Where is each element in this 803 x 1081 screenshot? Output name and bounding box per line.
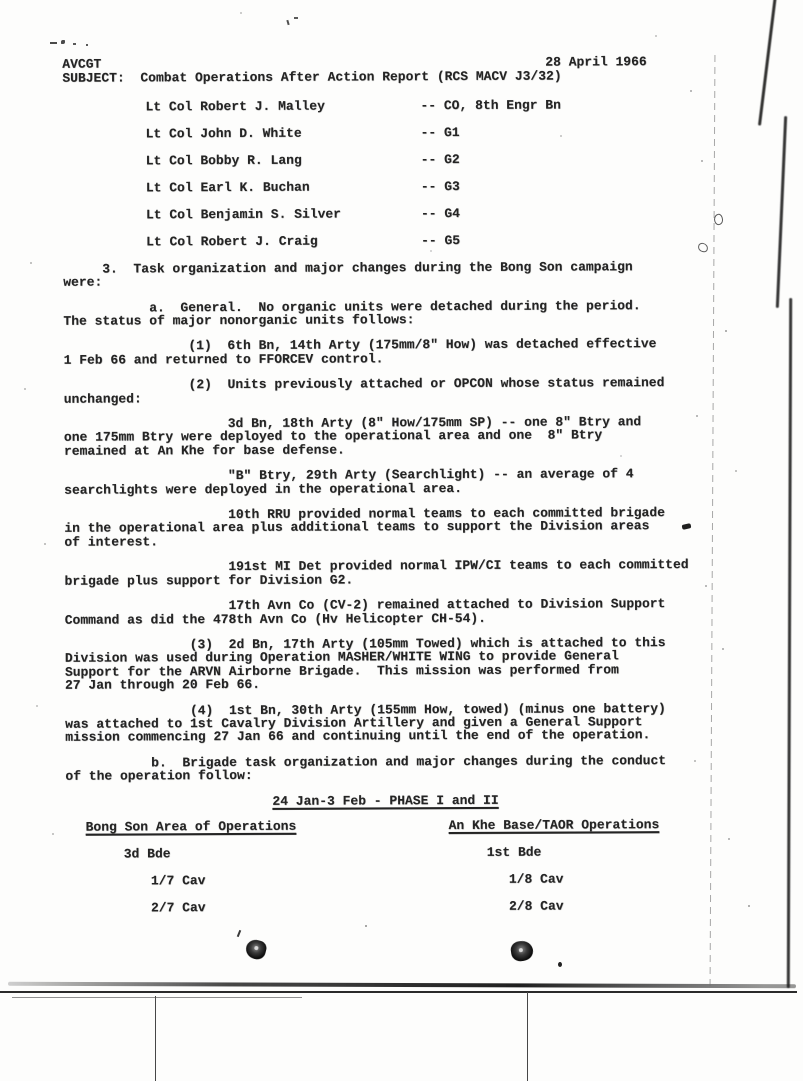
body-paragraphs	[63, 259, 777, 783]
para-3a-1: (1) 6th Bn, 14th Arty (175mm/8" How) was detached effective 1 Feb 66 and returned to FFORCEV control.	[63, 336, 657, 368]
column-header-right-text: An Khe Base/TAOR Operations	[448, 817, 660, 834]
office-symbol: AVCGT	[62, 56, 102, 72]
officer-row	[63, 205, 775, 235]
table-cell: 3d Bde	[123, 846, 171, 862]
para-3a-4: (4) 1st Bn, 30th Arty (155mm How, towed) (minus one battery) was attached to 1st Cavalry Division Artillery and given a General Support mission commencing 27 Jan 66 and continuing until the end of the operation.	[65, 700, 666, 746]
vertical-fold-line-left	[155, 996, 156, 1081]
officer-name: Lt Col Robert J. Craig	[146, 233, 318, 250]
staple-mark-left	[244, 938, 268, 961]
officer-role: -- CO, 8th Engr Bn	[420, 97, 561, 113]
officer-row	[63, 232, 775, 262]
column-header-right	[449, 818, 660, 846]
pencil-scribble	[86, 44, 88, 46]
para-3a-3: (3) 2d Bn, 17th Arty (105mm Towed) which is attached to this Division was used during Operation MASHER/WHITE WING to provide General Support for the ARVN Airborne Brigade. This mission was performed from 27 Jan through 20 Feb 66.	[64, 635, 666, 693]
officer-row	[62, 97, 774, 127]
column-header-left	[86, 818, 778, 848]
para-3a-2-29th-arty: "B" Btry, 29th Arty (Searchlight) -- an average of 4 searchlights were deployed in the operational area.	[64, 466, 634, 498]
officer-role: -- G1	[420, 124, 460, 140]
ink-dot	[558, 962, 562, 967]
table-cell: 2/7 Cav	[150, 900, 206, 916]
table-cell: 1st Bde	[486, 844, 542, 860]
page-edge-dark-line-mid	[776, 116, 787, 308]
para-3a: a. General. No organic units were detached during the period. The status of major nonorganic units follows:	[63, 297, 641, 329]
pencil-scribble	[50, 42, 57, 44]
report-date: 28 April 1966	[545, 54, 647, 70]
brigade-operations-table	[66, 818, 779, 941]
vertical-fold-line-right	[527, 992, 528, 1081]
phase-heading	[65, 793, 705, 809]
table-cell: 1/7 Cav	[150, 873, 206, 889]
officer-row	[63, 151, 775, 181]
para-3: 3. Task organization and major changes during the Bong Son campaign were:	[63, 259, 633, 290]
scan-smear-line-bottom	[8, 982, 796, 988]
para-3a-2-10th-rru: 10th RRU provided normal teams to each committed brigade in the operational area plus additional teams to support the Division areas of interest.	[64, 505, 665, 550]
para-3a-2-18th-arty: 3d Bn, 18th Arty (8" How/175mm SP) -- one 8" Btry and one 175mm Btry were deployed to the operational area and one 8" Btry remained at An Khe for base defense.	[63, 414, 642, 459]
officer-roster	[62, 97, 775, 262]
para-3a-2-191st-mi: 191st MI Det provided normal IPW/CI teams to each committed brigade plus support for Division G2.	[64, 557, 689, 589]
secondary-edge-line	[12, 997, 302, 998]
para-3b: b. Brigade task organization and major changes during the conduct of the operation follow:	[65, 752, 667, 784]
bong-son-column	[86, 818, 778, 929]
officer-name: Lt Col Earl K. Buchan	[145, 179, 310, 196]
officer-role: -- G5	[421, 232, 461, 248]
scan-noise-specks	[0, 0, 2, 2]
pencil-scribble	[61, 40, 65, 44]
subject-line: SUBJECT: Combat Operations After Action Report (RCS MACV J3/32)	[62, 68, 562, 87]
pencil-scribble	[73, 43, 76, 45]
officer-name: Lt Col Robert J. Malley	[145, 98, 325, 115]
officer-name: Lt Col John D. White	[145, 125, 302, 142]
an-khe-column	[449, 818, 660, 927]
officer-role: -- G2	[420, 151, 460, 167]
staple-mark-right	[510, 940, 535, 963]
officer-row	[63, 124, 775, 154]
table-cell: 2/8 Cav	[508, 898, 564, 914]
officer-name: Lt Col Bobby R. Lang	[145, 152, 302, 169]
officer-role: -- G4	[420, 205, 460, 221]
officer-name: Lt Col Benjamin S. Silver	[145, 206, 342, 223]
column-header-left-text: Bong Son Area of Operations	[85, 818, 297, 835]
page-bottom-edge-line	[0, 991, 797, 993]
para-3a-2-17th-avn: 17th Avn Co (CV-2) remained attached to Division Support Command as did the 478th Avn Co (Hv Helicopter CH-54).	[64, 596, 666, 628]
para-3a-2: (2) Units previously attached or OPCON whose status remained unchanged:	[63, 375, 665, 407]
phase-heading-text: 24 Jan-3 Feb - PHASE I and II	[272, 792, 499, 809]
officer-row	[63, 178, 775, 208]
pencil-scribble	[294, 17, 298, 19]
table-cell: 1/8 Cav	[508, 871, 564, 887]
officer-role: -- G3	[420, 178, 460, 194]
page-edge-dark-line-bottom	[787, 298, 792, 988]
